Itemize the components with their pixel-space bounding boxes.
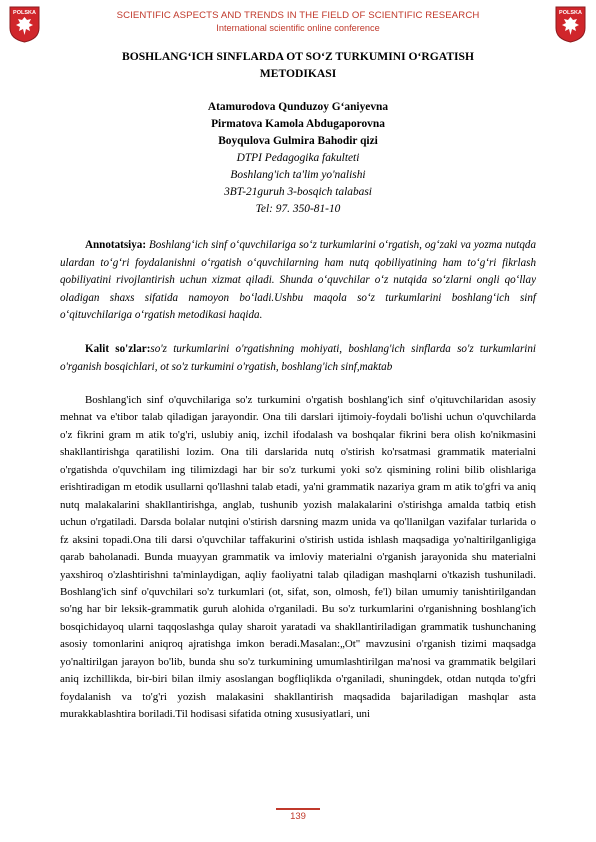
- emblem-label: POLSKA: [13, 10, 36, 16]
- author-name: Atamurodova Qunduzoy G‘aniyevna: [207, 101, 389, 113]
- affiliation-line: Boshlang'ich ta'lim yo'nalishi: [230, 169, 366, 181]
- page-number: 139: [290, 811, 306, 822]
- abstract: [60, 237, 536, 325]
- emblem-label: POLSKA: [559, 10, 582, 16]
- keywords-text: so'z turkumlarini o'rgatishning mohiyati, boshlang'ich sinflarda so'z turkumlarini o'rganish bosqichlari, ot so'z turkumini o'rgatish, boshlang'ich sinf,maktab: [60, 343, 536, 373]
- polska-emblem-right-icon: [555, 6, 586, 43]
- affiliation-line: DTPI Pedagogika fakulteti: [236, 152, 360, 164]
- author-name: Boyqulova Gulmira Bahodir qizi: [218, 135, 378, 147]
- abstract-text: Boshlang‘ich sinf o‘quvchilariga so‘z turkumlarini o‘rgatish, og‘zaki va yozma nutqda ulardan to‘g‘ri foydalanishni o‘rgatish o‘quvchilarning ham nutq qobiliyatining ham to‘g‘ri fikrlash qobiliyatini rivojlantirish uchun xizmat qiladi. Shunda o‘quvchilar o‘z nutqida so‘zlarni ongli qo‘llay oladigan shaxs sifatida namoyon bo‘ladi.Ushbu maqola so‘z turkumlarini boshlang‘ich sinf o‘qituvchilariga o‘rgatish metodikasi haqida.: [60, 239, 536, 322]
- paper-title-line1: BOSHLANG‘ICH SINFLARDA OT SO‘Z TURKUMINI O‘RGATISH: [121, 50, 475, 63]
- keywords-label: Kalit so'zlar:: [85, 343, 151, 355]
- affiliation-line: Tel: 97. 350-81-10: [255, 203, 341, 215]
- paper-title: [84, 48, 512, 82]
- paper-title-line2: METODIKASI: [259, 67, 337, 80]
- abstract-label: Annotatsiya:: [85, 239, 147, 251]
- conference-title: SCIENTIFIC ASPECTS AND TRENDS IN THE FIELD OF SCIENTIFIC RESEARCH: [116, 10, 480, 21]
- affiliation-line: 3BT-21guruh 3-bosqich talabasi: [224, 186, 372, 198]
- body-paragraph: Boshlang'ich sinf o'quvchilariga so'z turkumini o'rgatish boshlang'ich sinf o'qituvchilaridan asosiy mehnat va e'tibor talab qiladigan jarayondir. Ona tili darslari ijtimoiy-foydali bo'lishi uchun o'quvchilarda o'z fikrini gram m atik to'g'ri, uslubiy aniq, izchil ifodalash va boshqalar fikrini bera olish ko'nikmasini shakllantirishga qaratilishi lozim. Ona tili darslarida nutq o'stirish ko'rsatmasi grammatik materialni o'rgatishda o'quvchilam ing tilimizdagi har bir so'z turkumi yoki so'z qismining rolini bilib olishlariga erishtiradigan m etodik usullarni qo'llashni talab etadi, ya'ni grammatik nazariya gram m atik to'gfri va aniq nutq malakalarini shakllantirishga, anglab, tushunib yozish malakalarini o'stirishga amalda tatbiq etish uchun o'rgatiladi. Darsda bolalar nutqini o'stirish darsning mazm unida va qo'llanilgan vazifalar turlarida o fz aksini topadi.Ona tili darsi o'quvchilar taffakurini o'stirish ustida ishlash maqsadiga yo'naltirilganligiga qarab baholanadi. Bunda muayyan grammatik va imloviy materialni o'rganish jarayonida shu materialni yaxshiroq o'zlashtirishni ta'minlaydigan, aqliy faoliyatni talab qiladigan mashqlarni o'tkazish tushuniladi. Boshlang'ich sinf o'quvchilari so'z turkumlari (ot, sifat, son, olmosh, fe'l) bilan umumiy tanishtirilgandan so'ng har bir leksik-grammatik guruh alohida o'rganiladi. Bu so'z turkumlarini o'rganishning boshlang'ich bosqichidayoq ularni taqqoslashga qulay sharoit yaratadi va shakllantiriladigan grammatik tushunchaning asosiy tomonlarini aniqroq ajratishga imkon beradi.Masalan:„Ot" mavzusini o'rganish tizimi maqsadga yo'naltirilgan jarayon bo'lib, bunda shu so'z turkumining umumlashtirilgan ma'nosi va grammatik belgilari aniq izchillikda, bir-biri bilan ilmiy asoslangan bogfliqlikda o'rganiladi, shuningdek, otdan nutqda to'gfri foydalanish va to'g'ri yozish malakasini shakllantirish maqsadida bajariladigan mashqlar asta murakkablashtira boriladi.Til hodisasi sifatida otning xususiyatlari, uni: [60, 394, 536, 721]
- author-block: [60, 99, 536, 218]
- keywords: [60, 341, 536, 376]
- author-name: Pirmatova Kamola Abdugaporovna: [211, 118, 385, 130]
- polska-emblem-left-icon: [9, 6, 40, 43]
- footer-divider: [276, 808, 320, 810]
- conference-subtitle: International scientific online conference: [216, 23, 380, 33]
